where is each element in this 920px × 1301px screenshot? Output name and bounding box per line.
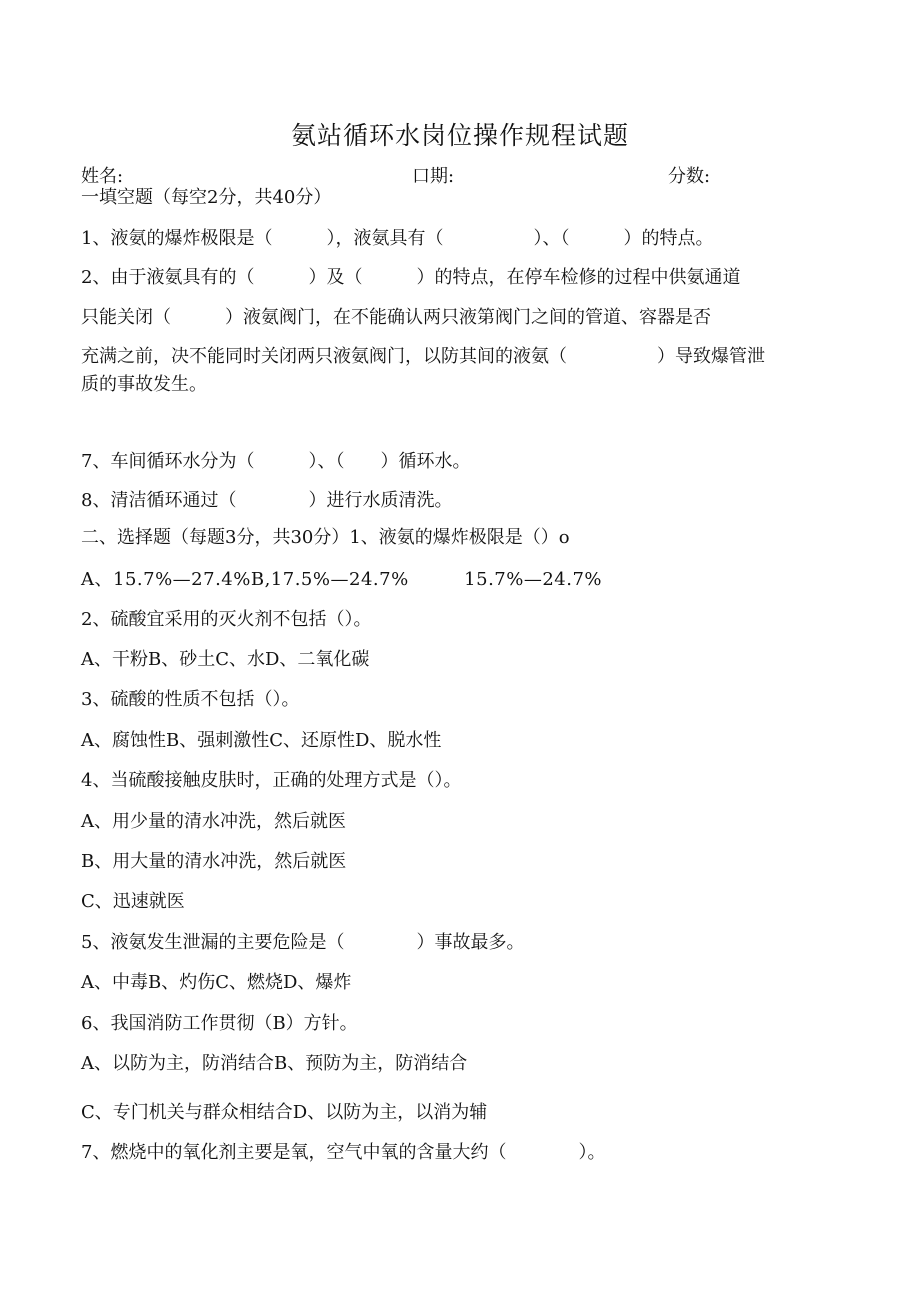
section-heading-fill-blank: 一填空题（每空2分，共40分）: [81, 187, 332, 208]
question-line: 2、由于液氨具有的（ ）及（ ）的特点，在停车检修的过程中供氨通道: [81, 267, 741, 288]
question-line: 4、当硫酸接触皮肤时，正确的处理方式是（）。: [81, 770, 462, 791]
question-line: 2、硫酸宜采用的灭火剂不包括（）。: [81, 609, 372, 630]
answer-option: C、迅速就医: [81, 891, 185, 912]
answer-option: A、用少量的清水冲洗，然后就医: [81, 811, 346, 832]
answer-options: C、专门机关与群众相结合D、以防为主，以消为辅: [81, 1102, 488, 1123]
answer-options: A、干粉B、砂土C、水D、二氧化碳: [81, 649, 370, 670]
question-line: 7、燃烧中的氧化剂主要是氧，空气中氧的含量大约（ ）。: [81, 1142, 606, 1163]
score-label: 分数:: [668, 166, 711, 187]
question-line: 3、硫酸的性质不包括（）。: [81, 689, 300, 710]
question-line: 8、清洁循环通过（ ）进行水质清洗。: [81, 490, 453, 511]
question-line: 只能关闭（ ）液氨阀门，在不能确认两只液第阀门之间的管道、容器是否: [81, 307, 711, 328]
question-line: 质的事故发生。: [81, 374, 207, 395]
answer-options: A、15.7%—27.4%B,17.5%—24.7% 15.7%—24.7%: [81, 569, 603, 590]
section-heading-choice: 二、选择题（每题3分，共30分）1、液氨的爆炸极限是（）o: [81, 527, 570, 548]
answer-options: A、中毒B、灼伤C、燃烧D、爆炸: [81, 972, 352, 993]
answer-options: A、腐蚀性B、强刺激性C、还原性D、脱水性: [81, 730, 442, 751]
question-line: 7、车间循环水分为（ ）、（ ）循环水。: [81, 451, 471, 472]
answer-option: B、用大量的清水冲洗，然后就医: [81, 851, 347, 872]
question-line: 5、液氨发生泄漏的主要危险是（ ）事故最多。: [81, 932, 525, 953]
document-title: 氨站循环水岗位操作规程试题: [290, 121, 629, 150]
date-label: 口期:: [412, 166, 455, 187]
question-line: 1、液氨的爆炸极限是（ ），液氨具有（ ）、（ ）的特点。: [81, 228, 714, 249]
answer-options: A、以防为主，防消结合B、预防为主，防消结合: [81, 1053, 468, 1074]
question-line: 6、我国消防工作贯彻（B）方针。: [81, 1013, 358, 1034]
name-label: 姓名:: [81, 166, 124, 187]
question-line: 充满之前，决不能同时关闭两只液氨阀门，以防其间的液氨（ ）导致爆管泄: [81, 346, 765, 367]
